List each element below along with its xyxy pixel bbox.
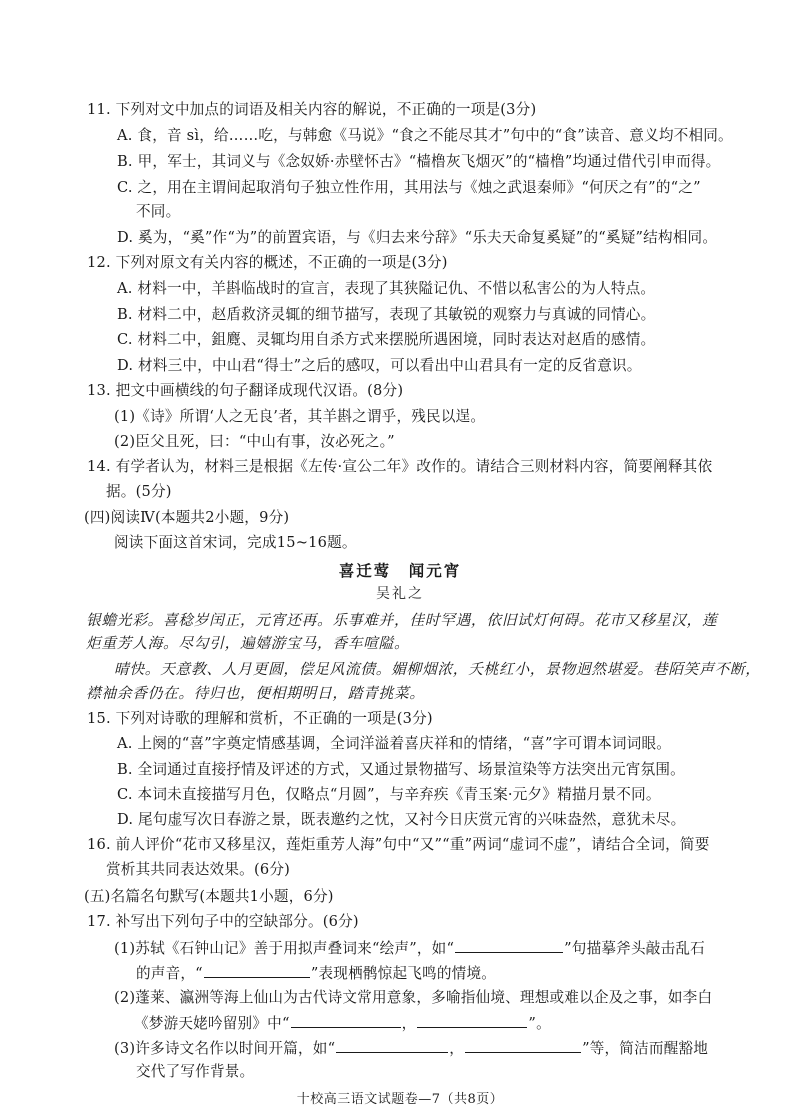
answer-blank-3[interactable] (291, 1013, 401, 1028)
q15-stem: 15. 下列对诗歌的理解和赏析，不正确的一项是(3分) (87, 709, 433, 727)
q16-stem-cont: 赏析其共同表达效果。(6分) (106, 861, 291, 879)
q12-stem: 12. 下列对原文有关内容的概述，不正确的一项是(3分) (87, 254, 448, 272)
poem-title: 喜迁莺 闻元宵 (338, 561, 462, 581)
q14-stem-cont: 据。(5分) (106, 483, 172, 501)
q17-item-1-text-a: (1)苏轼《石钟山记》善于用拟声叠词来“绘声”，如“ (114, 939, 455, 957)
q17-item-2-text-d: ”。 (528, 1014, 551, 1032)
q11-option-c-cont: 不同。 (136, 203, 181, 221)
q17-item-3-text-c: ”等，简洁而醒豁地 (582, 1040, 709, 1057)
poem-line-1: 银蟾光彩。喜稔岁闰正，元宵还再。乐事难并，佳时罕遇，依旧试灯何碍。花市又移星汉，莲 (86, 611, 718, 629)
q15-option-c: C. 本词未直接描写月色，仅略点“月圆”，与辛弃疾《青玉案·元夕》精描月景不同。 (117, 786, 661, 804)
poem-line-3: 晴快。天意教、人月更圆，偿足风流债。媚柳烟浓，夭桃红小，景物迥然堪爱。巷陌笑声不断， (114, 660, 761, 678)
q17-item-2-text-c: ， (401, 1014, 417, 1032)
q17-item-1 (114, 938, 705, 959)
q17-item-1-cont (136, 963, 496, 984)
q11-option-c: C. 之，用在主谓间起取消句子独立性作用，其用法与《烛之武退秦师》“何厌之有”的“之” (117, 179, 701, 197)
q12-option-d: D. 材料三中，中山君“得士”之后的感叹，可以看出中山君具有一定的反省意识。 (117, 356, 642, 374)
answer-blank-6[interactable] (465, 1038, 581, 1053)
section-5-header: (五)名篇名句默写(本题共1小题，6分) (84, 887, 334, 905)
q13-sentence-1: (1)《诗》所谓‘人之无良’者，其羊斟之谓乎，残民以逞。 (114, 407, 486, 425)
q16-stem: 16. 前人评价“花市又移星汉，莲炬重芳人海”句中“又”“重”两词“虚词不虚”，请结合全词，简要 (87, 836, 710, 854)
answer-blank-2[interactable] (204, 963, 310, 978)
q15-option-a: A. 上阕的“喜”字奠定情感基调，全词洋溢着喜庆祥和的情绪，“喜”字可谓本词词眼。 (117, 735, 672, 752)
answer-blank-5[interactable] (336, 1038, 448, 1053)
q11-option-a: A. 食，音 sì，给……吃，与韩愈《马说》“食之不能尽其才”句中的“食”读音、意义均不相同。 (117, 127, 733, 145)
q17-item-2-text-b: 《梦游天姥吟留别》中“ (134, 1014, 290, 1032)
q17-item-1-text-d: ”表现栖鹘惊起飞鸣的情境。 (310, 964, 497, 982)
q11-option-d: D. 奚为，“奚”作“为”的前置宾语，与《归去来兮辞》“乐夫天命复奚疑”的“奚疑”结构相同。 (117, 229, 718, 247)
q17-stem: 17. 补写出下列句子中的空缺部分。(6分) (87, 912, 359, 930)
section-4-intro: 阅读下面这首宋词，完成15~16题。 (114, 534, 357, 552)
answer-blank-1[interactable] (455, 938, 563, 953)
section-4-header: (四)阅读Ⅳ(本题共2小题，9分) (84, 509, 290, 527)
q17-item-3 (114, 1038, 708, 1059)
q13-stem: 13. 把文中画横线的句子翻译成现代汉语。(8分) (87, 381, 404, 399)
q11-stem: 11. 下列对文中加点的词语及相关内容的解说，不正确的一项是(3分) (87, 101, 537, 118)
q17-item-3-text-b: ， (449, 1040, 465, 1057)
q17-item-1-text-b: ”句描摹斧头敲击乱石 (564, 939, 705, 957)
q17-item-1-text-c: 的声音，“ (136, 964, 203, 982)
q12-option-b: B. 材料二中，赵盾救济灵辄的细节描写，表现了其敏锐的观察力与真诚的同情心。 (117, 305, 656, 323)
q17-item-3-text-a: (3)许多诗文名作以时间开篇，如“ (114, 1040, 336, 1057)
q13-sentence-2: (2)臣父且死，曰：“中山有事，汝必死之。” (114, 433, 395, 450)
poem-line-2: 炬重芳人海。尽勾引，遍嬉游宝马，香车喧隘。 (86, 634, 410, 652)
poem-line-4: 襟袖余香仍在。待归也，便相期明日，踏青挑菜。 (86, 684, 425, 702)
q17-item-3-cont: 交代了写作背景。 (136, 1063, 255, 1080)
page-footer: 十校高三语文试题卷—7（共8页） (296, 1092, 504, 1107)
q15-option-b: B. 全词通过直接抒情及评述的方式，又通过景物描写、场景渲染等方法突出元宵氛围。 (117, 761, 685, 779)
poem-author: 吴礼之 (376, 585, 424, 602)
q12-option-c: C. 材料二中，鉏麑、灵辄均用自杀方式来摆脱所遇困境，同时表达对赵盾的感情。 (117, 330, 656, 348)
q14-stem: 14. 有学者认为，材料三是根据《左传·宣公二年》改作的。请结合三则材料内容，简要阐释其依 (87, 458, 713, 476)
q15-option-d: D. 尾句虚写次日春游之景，既表邀约之忱，又衬今日庆赏元宵的兴味盎然，意犹未尽。 (117, 811, 686, 829)
q17-item-2: (2)蓬莱、瀛洲等海上仙山为古代诗文常用意象，多喻指仙境、理想或难以企及之事，如李白 (114, 988, 713, 1006)
q17-item-2-cont (134, 1013, 551, 1034)
q12-option-a: A. 材料一中，羊斟临战时的宣言，表现了其狭隘记仇、不惜以私害公的为人特点。 (117, 279, 656, 297)
answer-blank-4[interactable] (417, 1013, 527, 1028)
q11-option-b: B. 甲，军士，其词义与《念奴娇·赤壁怀古》“樯橹灰飞烟灭”的“樯橹”均通过借代引申而得。 (117, 153, 721, 171)
